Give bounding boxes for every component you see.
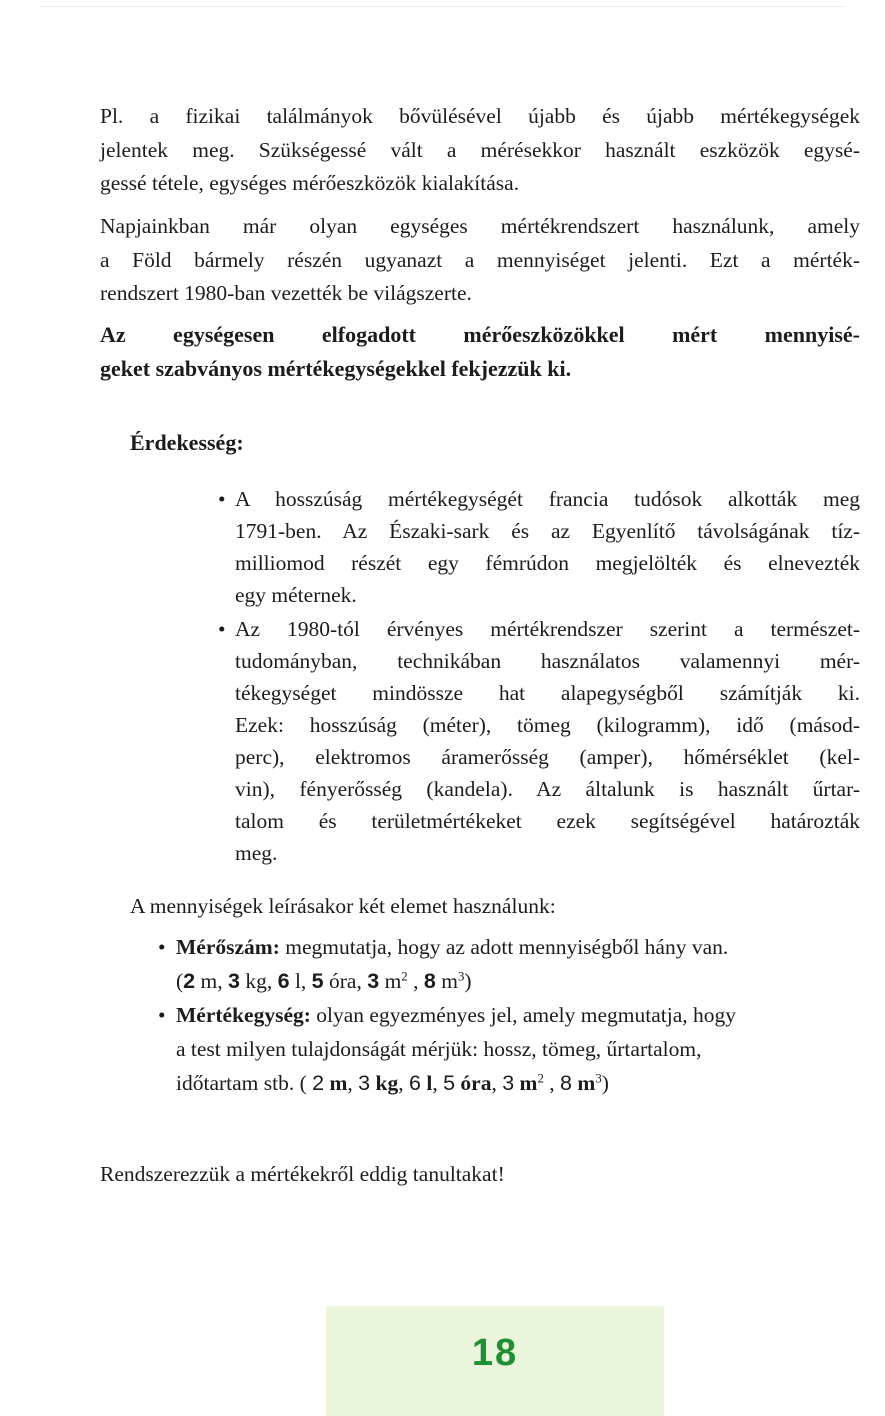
- interest-bullet-list: [218, 483, 860, 869]
- text-line: gessé tétele, egységes mérőeszközök kialakítása.: [100, 171, 520, 195]
- unit: m: [379, 969, 402, 993]
- list-item: [218, 483, 860, 611]
- number: 6: [408, 1071, 421, 1095]
- closing-instruction: Rendszerezzük a mértékekről eddig tanultakat!: [100, 1162, 505, 1186]
- exponent: 2: [401, 969, 408, 984]
- bullet-marker: •: [158, 1003, 166, 1027]
- text-line: Ezek: hosszúság (méter), tömeg (kilogramm), idő (másod-: [235, 713, 860, 737]
- separator: ,: [491, 1071, 503, 1095]
- number: 8: [560, 1071, 573, 1095]
- paragraph-bold-rule: [100, 318, 860, 385]
- definition-text: olyan egyezményes jel, amely megmutatja, hogy: [310, 1003, 736, 1027]
- page-number: 18: [471, 1332, 519, 1374]
- term-unit: Mértékegység:: [176, 1003, 311, 1027]
- top-edge-rule: [40, 6, 845, 7]
- text-line: Napjainkban már olyan egységes mértékrendszert használunk, amely: [100, 214, 860, 238]
- unit: m: [514, 1071, 538, 1095]
- elements-bullet-list: [158, 930, 860, 1100]
- unit: kg: [370, 1071, 399, 1095]
- bullet-marker: •: [218, 487, 226, 511]
- bullet-marker: •: [158, 935, 166, 959]
- separator: ,: [407, 969, 424, 993]
- text-line: tékegységet mindössze hat alapegységből számítják ki.: [235, 681, 860, 705]
- interest-heading: Érdekesség:: [130, 430, 244, 455]
- elements-intro: A mennyiségek leírásakor két elemet használunk:: [130, 894, 556, 918]
- text-line: [176, 930, 860, 964]
- page-number-box: [326, 1306, 664, 1416]
- number: 5: [443, 1071, 456, 1095]
- number: 2: [183, 969, 196, 993]
- term-measure-number: Mérőszám:: [176, 935, 280, 959]
- paren: ): [601, 1071, 609, 1095]
- paren: ): [464, 969, 472, 993]
- text-line: egy méternek.: [235, 583, 357, 607]
- separator: ,: [543, 1071, 561, 1095]
- unit: óra: [455, 1071, 492, 1095]
- definition-text: megmutatja, hogy az adott mennyiségből hány van.: [279, 935, 729, 959]
- paren: (: [176, 969, 184, 993]
- list-item: [218, 613, 860, 869]
- unit: l,: [289, 969, 312, 993]
- unit: m: [572, 1071, 596, 1095]
- text-line: 1791-ben. Az Északi-sark és az Egyenlítő távolságának tíz-: [235, 519, 860, 543]
- text-line: vin), fényerősség (kandela). Az általunk is használt űrtar-: [235, 777, 860, 801]
- number: 6: [277, 969, 290, 993]
- text-line: perc), elektromos áramerősség (amper), hőmérséklet (kel-: [235, 745, 860, 769]
- separator: ,: [398, 1071, 409, 1095]
- separator: ,: [432, 1071, 444, 1095]
- text-line: rendszert 1980-ban vezették be világszerte.: [100, 281, 472, 305]
- text-line: milliomod részét egy fémrúdon megjelölték és elnevezték: [235, 551, 860, 575]
- text-line: Az egységesen elfogadott mérőeszközökkel mért mennyisé-: [100, 322, 860, 347]
- separator: ,: [347, 1071, 359, 1095]
- unit: l: [420, 1071, 433, 1095]
- unit: m: [435, 969, 458, 993]
- text-line: geket szabványos mértékegységekkel fekjezzük ki.: [100, 355, 572, 381]
- number: 3: [502, 1071, 515, 1095]
- text-line: a test milyen tulajdonságát mérjük: hossz, tömeg, űrtartalom,: [176, 1037, 702, 1061]
- definition-text: időtartam stb.: [176, 1071, 295, 1095]
- number: 3: [358, 1071, 371, 1095]
- exponent: 3: [595, 1071, 602, 1086]
- text-line: Pl. a fizikai találmányok bővülésével újabb és újabb mértékegységek: [100, 104, 860, 128]
- number: 2: [312, 1071, 325, 1095]
- example-line: [176, 964, 860, 998]
- unit: óra,: [323, 969, 368, 993]
- number: 5: [311, 969, 324, 993]
- text-line: A hosszúság mértékegységét francia tudósok alkották meg: [235, 487, 860, 511]
- text-line: tudományban, technikában használatos valamennyi mér-: [235, 649, 860, 673]
- list-item-measure-number: [158, 930, 860, 998]
- unit: kg,: [239, 969, 278, 993]
- text-line: Az 1980-tól érvényes mértékrendszer szerint a természet-: [235, 617, 860, 641]
- text-line: [176, 998, 860, 1032]
- paragraph-unified-system: [100, 210, 860, 311]
- list-item-unit: [158, 998, 860, 1100]
- text-line: jelentek meg. Szükségessé vált a mérésekkor használt eszközök egysé-: [100, 137, 860, 162]
- text-line: a Föld bármely részén ugyanazt a mennyiséget jelenti. Ezt a mérték-: [100, 247, 860, 272]
- number: 3: [367, 969, 380, 993]
- text-line: talom és területmértékeket ezek segítségével határozták: [235, 809, 860, 833]
- paragraph-new-units: [100, 100, 860, 201]
- unit: m,: [195, 969, 228, 993]
- text-line: meg.: [235, 841, 278, 865]
- bullet-marker: •: [218, 617, 226, 641]
- exponent: 3: [457, 969, 465, 984]
- exponent: 2: [537, 1071, 544, 1086]
- number: 3: [228, 969, 240, 993]
- unit: m: [324, 1071, 348, 1095]
- number: 8: [423, 969, 436, 993]
- example-line: [176, 1066, 860, 1100]
- paren: (: [294, 1071, 313, 1095]
